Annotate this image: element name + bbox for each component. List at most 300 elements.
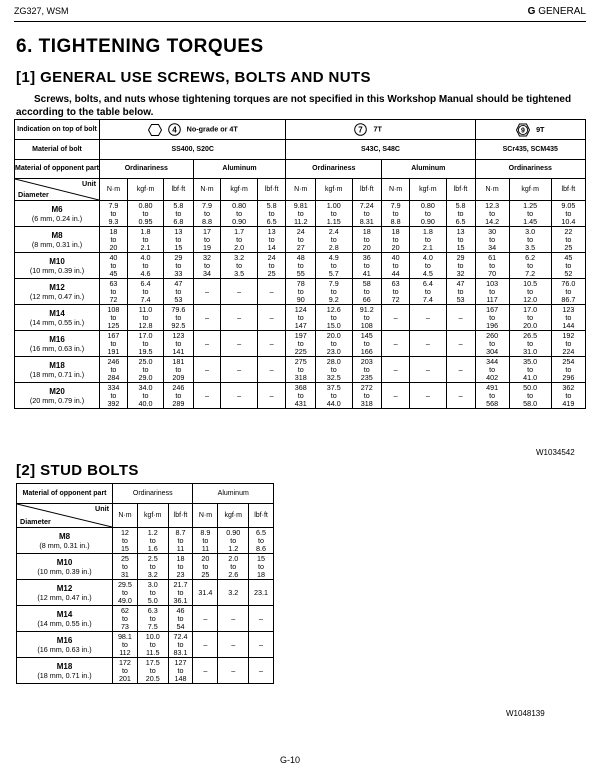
torque-value: 91.2 <box>359 304 374 314</box>
torque-value-cell <box>410 201 446 227</box>
torque-value: 2.1 <box>422 242 433 252</box>
bolt-size: M16 <box>56 635 73 645</box>
torque-value: 79.6 <box>171 304 186 314</box>
bolt-dimension: (6 mm, 0.24 in.) <box>31 213 83 223</box>
torque-value-cell <box>193 632 218 658</box>
torque-value-cell <box>286 331 316 357</box>
torque-value: 22 <box>564 226 573 236</box>
torque-value: 2.0 <box>234 242 245 252</box>
torque-value: 7.9 <box>202 200 213 210</box>
torque-value: 17.0 <box>523 304 538 314</box>
torque-value: 141 <box>172 346 185 356</box>
torque-value: to <box>202 561 209 571</box>
torque-value: 5.8 <box>266 200 277 210</box>
torque-value: 90 <box>296 294 305 304</box>
torque-value-cell <box>382 383 410 409</box>
torque-value-cell <box>137 554 168 580</box>
torque-value: 63 <box>109 278 118 288</box>
torque-value: to <box>110 260 117 270</box>
torque-value: 246 <box>172 382 185 392</box>
grade-circle-icon <box>168 123 181 136</box>
torque-value: to <box>330 312 337 322</box>
torque-value: to <box>121 639 128 649</box>
torque-value: 4.0 <box>140 252 151 262</box>
torque-value-cell <box>551 279 585 305</box>
torque-value: to <box>363 234 370 244</box>
torque-value-cell <box>475 279 509 305</box>
torque-value-cell <box>127 253 163 279</box>
torque-value: 166 <box>360 346 373 356</box>
torque-value: to <box>236 234 243 244</box>
torque-value: 3.5 <box>525 242 536 252</box>
torque-value-cell <box>100 253 128 279</box>
bolt-dimension: (10 mm, 0.39 in.) <box>37 566 92 576</box>
diameter-cell <box>17 658 113 684</box>
torque-value-cell <box>164 279 193 305</box>
torque-value: to <box>175 260 182 270</box>
torque-value-cell <box>509 305 551 331</box>
bolt-dimension: (18 mm, 0.71 in.) <box>29 369 85 379</box>
section1-title: [1] GENERAL USE SCREWS, BOLTS AND NUTS <box>16 69 371 86</box>
torque-value-cell <box>100 227 128 253</box>
torque-value-cell <box>352 357 382 383</box>
torque-value-cell <box>352 305 382 331</box>
torque-value-cell <box>193 658 218 684</box>
torque-value-cell <box>193 606 218 632</box>
diameter-cell <box>17 606 113 632</box>
torque-value: 15.0 <box>326 320 341 330</box>
torque-value: to <box>489 312 496 322</box>
torque-value-cell <box>446 357 475 383</box>
torque-value: 284 <box>107 372 120 382</box>
unit-header: kgf·m <box>316 179 352 201</box>
diameter-cell <box>17 580 113 606</box>
torque-value: to <box>175 208 182 218</box>
torque-value-cell <box>193 253 221 279</box>
torque-table-stud <box>16 483 274 684</box>
bolt-size: M10 <box>56 557 73 567</box>
torque-value: 8.7 <box>175 527 186 537</box>
torque-value: to <box>392 208 399 218</box>
torque-value: 70 <box>488 268 497 278</box>
torque-value-cell <box>168 528 193 554</box>
torque-value: to <box>527 338 534 348</box>
torque-value-cell <box>551 331 585 357</box>
torque-value: 32 <box>456 268 465 278</box>
table-row <box>15 305 586 331</box>
torque-value: 5.8 <box>173 200 184 210</box>
torque-value: 4.9 <box>328 252 339 262</box>
torque-value: 123 <box>172 330 185 340</box>
torque-value: 209 <box>172 372 185 382</box>
torque-value: 2.6 <box>228 569 239 579</box>
table-row <box>17 528 274 554</box>
torque-value: 36.1 <box>173 595 188 605</box>
torque-value: 32.5 <box>326 372 341 382</box>
torque-value-cell <box>164 227 193 253</box>
torque-value: to <box>363 286 370 296</box>
table-row <box>15 383 586 409</box>
torque-value: 12 <box>120 527 129 537</box>
torque-value: to <box>330 234 337 244</box>
torque-value: – <box>458 364 463 374</box>
torque-value: 4.5 <box>422 268 433 278</box>
torque-value: to <box>177 665 184 675</box>
torque-value: to <box>258 535 265 545</box>
bolt-size: M20 <box>49 386 65 396</box>
torque-value: to <box>297 390 304 400</box>
torque-value: 1.8 <box>422 226 433 236</box>
torque-value: 23.0 <box>326 346 341 356</box>
table-row <box>17 632 274 658</box>
torque-value-cell <box>352 201 382 227</box>
torque-value: 54 <box>176 621 185 631</box>
torque-value: 29.5 <box>117 579 132 589</box>
torque-value: 15 <box>174 242 183 252</box>
torque-value: 8.8 <box>202 216 213 226</box>
torque-value: 4.6 <box>140 268 151 278</box>
torque-value: 33 <box>174 268 183 278</box>
torque-value: 8.31 <box>359 216 374 226</box>
torque-value-cell <box>168 580 193 606</box>
torque-value: 25 <box>564 242 573 252</box>
torque-value: 145 <box>360 330 373 340</box>
torque-value: to <box>142 364 149 374</box>
torque-value: – <box>269 364 274 374</box>
torque-value: 47 <box>456 278 465 288</box>
torque-value: 7.9 <box>108 200 119 210</box>
torque-value: to <box>175 338 182 348</box>
label-material-part: Material of opponent part <box>15 160 100 179</box>
torque-value: 10.4 <box>561 216 576 226</box>
diameter-cell <box>15 253 100 279</box>
torque-value-cell <box>509 279 551 305</box>
diameter-cell <box>15 357 100 383</box>
torque-value: 3.0 <box>525 226 536 236</box>
torque-value: 402 <box>486 372 499 382</box>
torque-value: 147 <box>294 320 307 330</box>
torque-value: 0.80 <box>420 200 435 210</box>
torque-value: to <box>110 390 117 400</box>
torque-value: 18 <box>362 226 371 236</box>
torque-value: 108 <box>360 320 373 330</box>
torque-value: 23 <box>176 569 185 579</box>
torque-value: to <box>297 260 304 270</box>
torque-value-cell <box>164 305 193 331</box>
torque-value-cell <box>352 279 382 305</box>
bolt-dimension: (12 mm, 0.47 in.) <box>29 291 85 301</box>
torque-value: 31.0 <box>523 346 538 356</box>
torque-value: – <box>237 312 242 322</box>
ord-header: Ordinariness <box>475 160 585 179</box>
torque-value-cell <box>257 383 286 409</box>
torque-value: 20 <box>362 242 371 252</box>
svg-text:4: 4 <box>171 125 177 135</box>
torque-value: 181 <box>172 356 185 366</box>
torque-value: to <box>330 338 337 348</box>
torque-value: 4.0 <box>422 252 433 262</box>
torque-value-cell <box>257 305 286 331</box>
torque-value-cell <box>221 279 257 305</box>
torque-value: 568 <box>486 398 499 408</box>
torque-value: to <box>230 561 237 571</box>
torque-value: to <box>363 312 370 322</box>
torque-value-cell <box>113 658 138 684</box>
torque-value: 8.9 <box>200 527 211 537</box>
torque-value-cell <box>113 554 138 580</box>
torque-value: 3.5 <box>234 268 245 278</box>
page-title: 6. TIGHTENING TORQUES <box>16 36 264 57</box>
torque-value-cell <box>193 528 218 554</box>
torque-value: 18 <box>257 569 266 579</box>
torque-value-cell <box>164 331 193 357</box>
unit-header: kgf·m <box>218 504 249 528</box>
torque-value-cell <box>168 606 193 632</box>
torque-value: 7.4 <box>140 294 151 304</box>
torque-value: 13 <box>456 226 465 236</box>
torque-value: to <box>363 208 370 218</box>
torque-value: 34.0 <box>138 382 153 392</box>
bolt-size: M12 <box>56 583 73 593</box>
torque-value-cell <box>249 632 274 658</box>
table-row <box>17 580 274 606</box>
figure-code-2: W1048139 <box>506 709 545 718</box>
diameter-cell <box>15 383 100 409</box>
torque-value: 362 <box>562 382 575 392</box>
torque-value: 20 <box>201 553 210 563</box>
torque-value: to <box>268 260 275 270</box>
torque-value: 11 <box>176 543 185 553</box>
torque-value-cell <box>100 279 128 305</box>
torque-value: 40.0 <box>138 398 153 408</box>
torque-value: 1.6 <box>147 543 158 553</box>
torque-value: 12.0 <box>523 294 538 304</box>
torque-value: 72.4 <box>173 631 188 641</box>
torque-value-cell <box>352 331 382 357</box>
torque-value-cell <box>352 253 382 279</box>
torque-value: 20 <box>391 242 400 252</box>
unit-header: kgf·m <box>410 179 446 201</box>
torque-value: to <box>527 208 534 218</box>
unit-header: kgf·m <box>221 179 257 201</box>
torque-value: to <box>330 260 337 270</box>
torque-value-cell <box>475 253 509 279</box>
table-row <box>15 201 586 227</box>
torque-value: 30 <box>488 226 497 236</box>
torque-value-cell <box>257 331 286 357</box>
torque-value: – <box>259 665 264 675</box>
torque-value: 108 <box>107 304 120 314</box>
torque-value-cell <box>137 528 168 554</box>
torque-value-cell <box>446 305 475 331</box>
torque-value: 0.90 <box>420 216 435 226</box>
torque-value-cell <box>168 658 193 684</box>
torque-value-cell <box>221 357 257 383</box>
torque-value: 2.5 <box>147 553 158 563</box>
table-row <box>17 658 274 684</box>
torque-value: 7.5 <box>147 621 158 631</box>
torque-value: 17.5 <box>145 657 160 667</box>
torque-value-cell <box>475 305 509 331</box>
torque-value: 289 <box>172 398 185 408</box>
torque-value: to <box>258 561 265 571</box>
torque-value-cell <box>100 357 128 383</box>
torque-value-cell <box>446 279 475 305</box>
torque-value: 25 <box>201 569 210 579</box>
ord-header: Ordinariness <box>100 160 194 179</box>
torque-value: to <box>330 208 337 218</box>
torque-value: to <box>142 208 149 218</box>
torque-value: 0.95 <box>138 216 153 226</box>
torque-value: 20.5 <box>145 673 160 683</box>
torque-value: to <box>297 338 304 348</box>
torque-value-cell <box>509 331 551 357</box>
torque-value: to <box>142 234 149 244</box>
bolt-size: M6 <box>51 204 63 214</box>
unit-header: N·m <box>100 179 128 201</box>
torque-value: 18 <box>176 553 185 563</box>
torque-value: to <box>121 587 128 597</box>
torque-value: 55 <box>296 268 305 278</box>
torque-value: 6.4 <box>140 278 151 288</box>
torque-value-cell <box>113 528 138 554</box>
torque-value: – <box>205 338 210 348</box>
torque-value-cell <box>410 383 446 409</box>
torque-value-cell <box>446 201 475 227</box>
torque-value: – <box>458 312 463 322</box>
torque-value: 31 <box>120 569 129 579</box>
torque-value-cell <box>551 357 585 383</box>
torque-value: 10.5 <box>523 278 538 288</box>
torque-value-cell <box>137 606 168 632</box>
torque-value-cell <box>410 227 446 253</box>
unit-header: N·m <box>475 179 509 201</box>
torque-value: to <box>527 364 534 374</box>
torque-value-cell <box>127 331 163 357</box>
torque-value: 53 <box>174 294 183 304</box>
torque-value: 9.3 <box>108 216 119 226</box>
torque-value-cell <box>410 357 446 383</box>
torque-value: to <box>297 208 304 218</box>
torque-value: 296 <box>562 372 575 382</box>
torque-value: 47 <box>174 278 183 288</box>
torque-value: to <box>363 390 370 400</box>
torque-value-cell <box>221 227 257 253</box>
unit-diameter-corner: Unit Diameter <box>15 179 100 201</box>
torque-value: – <box>205 312 210 322</box>
torque-value: – <box>393 312 398 322</box>
torque-value: to <box>330 390 337 400</box>
torque-value: to <box>149 561 156 571</box>
torque-value-cell <box>249 606 274 632</box>
torque-value-cell <box>100 331 128 357</box>
torque-value-cell <box>316 227 352 253</box>
torque-value: 1.7 <box>234 226 245 236</box>
torque-value: 26.5 <box>523 330 538 340</box>
torque-value: to <box>565 364 572 374</box>
bolt-dimension: (8 mm, 0.31 in.) <box>31 239 83 249</box>
torque-value: 31.4 <box>198 587 213 597</box>
material-9: SCr435, SCM435 <box>475 140 585 160</box>
torque-value: – <box>425 390 430 400</box>
torque-value: to <box>424 260 431 270</box>
unit-header: N·m <box>113 504 138 528</box>
torque-value: to <box>175 390 182 400</box>
torque-value: 392 <box>107 398 120 408</box>
torque-value: 224 <box>562 346 575 356</box>
torque-value: 103 <box>486 278 499 288</box>
torque-value-cell <box>286 227 316 253</box>
torque-value: 0.90 <box>232 216 247 226</box>
bolt-dimension: (10 mm, 0.39 in.) <box>29 265 85 275</box>
torque-value: 2.8 <box>328 242 339 252</box>
torque-value: 6.4 <box>422 278 433 288</box>
torque-value: to <box>489 260 496 270</box>
torque-value: 167 <box>107 330 120 340</box>
torque-value: 72 <box>391 294 400 304</box>
torque-value: 192 <box>562 330 575 340</box>
torque-value: 491 <box>486 382 499 392</box>
torque-value: to <box>297 234 304 244</box>
torque-value: – <box>203 613 208 623</box>
torque-value-cell <box>193 331 221 357</box>
unit-header: N·m <box>286 179 316 201</box>
torque-value-cell <box>257 357 286 383</box>
torque-value: 172 <box>118 657 131 667</box>
torque-value: – <box>425 338 430 348</box>
torque-value-cell <box>316 253 352 279</box>
torque-value: – <box>269 338 274 348</box>
torque-value: – <box>425 312 430 322</box>
torque-value: to <box>236 208 243 218</box>
torque-value: 304 <box>486 346 499 356</box>
torque-value-cell <box>509 253 551 279</box>
unit-header: lbf·ft <box>446 179 475 201</box>
torque-value: 197 <box>294 330 307 340</box>
torque-value: 431 <box>294 398 307 408</box>
torque-value-cell <box>257 227 286 253</box>
grade-circle-icon <box>354 123 367 136</box>
diameter-cell <box>15 279 100 305</box>
torque-value: to <box>330 286 337 296</box>
torque-value: to <box>330 364 337 374</box>
torque-value: to <box>236 260 243 270</box>
torque-value: 7.9 <box>328 278 339 288</box>
torque-value: 34 <box>488 242 497 252</box>
torque-value-cell <box>113 632 138 658</box>
torque-value: 18 <box>391 226 400 236</box>
torque-value: 2.1 <box>140 242 151 252</box>
torque-value: – <box>269 390 274 400</box>
torque-value: 50.0 <box>523 382 538 392</box>
torque-value: 11 <box>201 543 210 553</box>
torque-value: to <box>565 390 572 400</box>
torque-value: – <box>259 639 264 649</box>
torque-value: to <box>177 561 184 571</box>
torque-value-cell <box>100 201 128 227</box>
torque-value: to <box>489 338 496 348</box>
torque-value: – <box>231 639 236 649</box>
page-header <box>14 6 586 18</box>
torque-value: to <box>297 364 304 374</box>
torque-value-cell <box>193 227 221 253</box>
table-row <box>17 554 274 580</box>
torque-value: 28.0 <box>326 356 341 366</box>
unit-header: N·m <box>193 179 221 201</box>
label-material-bolt: Material of bolt <box>15 140 100 160</box>
svg-text:9: 9 <box>521 127 526 135</box>
torque-value: to <box>149 535 156 545</box>
